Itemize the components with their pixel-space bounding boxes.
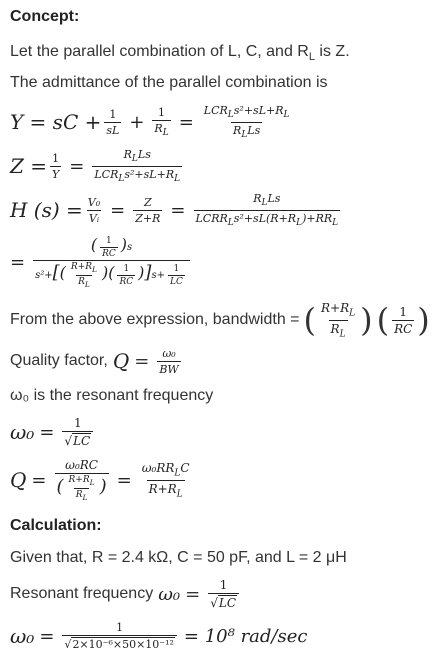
rparen: ) <box>138 263 145 283</box>
num: 1 <box>219 578 228 592</box>
y-lhs: Y = sC + <box>10 110 102 134</box>
t: s²+sL+R <box>233 104 284 118</box>
calculation-heading: Calculation: <box>10 517 102 534</box>
num <box>89 235 134 260</box>
rparen: ) <box>120 235 127 255</box>
frac-z-zr <box>133 196 162 225</box>
frac-1-sL <box>104 108 121 137</box>
t: R+R <box>148 481 177 496</box>
t: Ls <box>247 123 261 137</box>
intro-sub: L <box>308 51 315 64</box>
equals: = <box>39 421 55 443</box>
frac-q-2 <box>140 461 192 499</box>
sqrt: √ LC <box>64 434 91 448</box>
result-value: = 10⁸ rad/sec <box>183 625 308 647</box>
q-formula <box>10 454 195 506</box>
t: L <box>339 328 346 339</box>
equals: = <box>116 469 132 491</box>
num: ω₀RC <box>65 458 98 473</box>
r: R <box>154 121 163 135</box>
n <box>67 475 97 488</box>
lparen: ( <box>59 263 66 283</box>
den <box>152 120 170 138</box>
n: 1 <box>106 236 112 247</box>
r-sub: L <box>162 128 169 139</box>
d <box>76 275 92 289</box>
frac-h-normalized <box>33 235 190 289</box>
num: 1 <box>52 151 60 165</box>
den <box>208 593 239 610</box>
num <box>319 301 357 319</box>
t: )+RR <box>302 211 333 225</box>
num <box>122 148 153 165</box>
t: s²+sL+R <box>124 167 175 181</box>
num: V₀ <box>87 195 101 209</box>
intro-text <box>10 42 350 67</box>
den: BW <box>159 362 179 376</box>
den <box>92 166 182 184</box>
t: L <box>174 468 181 479</box>
t: L <box>118 173 125 184</box>
t: L <box>131 154 138 165</box>
d: LC <box>169 277 183 288</box>
t: L <box>241 129 248 140</box>
transfer-function-normalized <box>10 233 193 291</box>
equals: = <box>10 251 26 273</box>
s: s <box>151 270 157 282</box>
t: R <box>233 123 242 137</box>
omega0-formula <box>10 412 96 452</box>
rad: LC <box>218 596 237 610</box>
q: Q <box>112 349 130 373</box>
h-lhs: H (s) = <box>10 198 83 222</box>
t: Ls <box>137 148 151 162</box>
t: LCR <box>203 104 228 118</box>
quality-factor-line <box>10 346 184 376</box>
w0: ω₀ <box>158 583 181 605</box>
s2: s²+ <box>35 270 53 282</box>
bandwidth-text: From the above expression, bandwidth = <box>10 311 300 328</box>
t: R <box>123 148 132 162</box>
t: R+R <box>70 262 92 273</box>
t: LCRR <box>195 211 228 225</box>
t: L <box>92 265 97 275</box>
num: 1 <box>158 105 166 119</box>
t: L <box>174 173 181 184</box>
bandwidth-line <box>10 298 430 342</box>
frac-1-rc <box>117 264 135 287</box>
num: 1 <box>116 621 124 634</box>
num <box>251 192 282 209</box>
rparen: ) <box>360 301 373 339</box>
frac-q-1 <box>55 458 109 502</box>
frac-h-result <box>194 192 341 227</box>
num <box>202 104 292 121</box>
resonant-text: ω₀ is the resonant frequency <box>10 387 214 404</box>
frac-v0-vi <box>86 196 102 225</box>
den <box>329 320 348 339</box>
frac-r-rl <box>67 475 97 502</box>
lparen: ( <box>90 235 98 255</box>
n: 1 <box>123 264 130 275</box>
given-text: Given that, R = 2.4 kΩ, C = 50 pF, and L = 2 μH <box>10 549 347 566</box>
den: Vᵢ <box>88 211 100 225</box>
t: L <box>283 110 290 121</box>
s: s <box>126 242 133 254</box>
frac-1-RL <box>152 106 170 138</box>
equals: = <box>185 583 201 605</box>
equals: = <box>39 625 55 647</box>
num: 1 <box>399 304 407 319</box>
rparen: ) <box>99 476 107 497</box>
den <box>55 473 109 502</box>
t: R+R <box>320 301 350 316</box>
t: Ls <box>267 192 281 206</box>
frac-1-Y <box>50 152 61 181</box>
t: L <box>261 198 268 209</box>
den: Y <box>52 167 60 181</box>
t: LCR <box>94 167 119 181</box>
lparen: ( <box>56 476 64 497</box>
num: Z <box>144 195 152 209</box>
t: L <box>349 308 356 319</box>
rad: LC <box>73 434 91 448</box>
resonant-frequency-line <box>10 576 242 612</box>
t: R <box>78 277 85 288</box>
final-result-line <box>10 616 307 656</box>
frac-w0-bw <box>157 347 180 376</box>
t: R <box>75 490 83 500</box>
t: L <box>176 488 183 499</box>
t: L <box>84 279 90 289</box>
frac-z-result <box>92 148 182 183</box>
concept-heading: Concept: <box>10 8 80 25</box>
rparen: ) <box>101 263 109 283</box>
den <box>231 122 262 140</box>
num: 1 <box>109 107 117 121</box>
t: L <box>82 492 88 502</box>
rparen: ) <box>417 301 430 339</box>
den: sL <box>106 123 120 137</box>
admittance-equation <box>10 102 295 142</box>
rad: 2×10⁻⁶×50×10⁻¹² <box>72 638 174 651</box>
admittance-text: The admittance of the parallel combination is <box>10 74 328 91</box>
plus: + <box>129 111 145 133</box>
lbracket: [ <box>52 262 60 284</box>
den: s²+[( $\frac{R+R_L}{R_L}$ )( $\frac{1}{RC}$ )]s+ $\frac{1}{LC}$ <box>33 260 190 289</box>
equals: = <box>170 199 186 221</box>
impedance-equation <box>10 146 185 186</box>
t: L <box>227 110 234 121</box>
lparen: ( <box>376 301 390 339</box>
lparen: ( <box>108 263 115 283</box>
sqrt: √ LC <box>210 596 237 610</box>
resonant-freq-text: Resonant frequency <box>10 585 154 602</box>
den <box>147 480 185 499</box>
den <box>62 635 177 651</box>
num <box>140 461 192 479</box>
num: 1 <box>74 416 82 430</box>
equals: = <box>69 155 85 177</box>
equals: = <box>134 350 150 372</box>
quality-text: Quality factor, <box>10 352 108 369</box>
equals: = <box>110 199 126 221</box>
den: RC <box>394 321 413 336</box>
den <box>62 431 93 448</box>
frac-r-rl <box>69 262 99 289</box>
intro-text-main: Let the parallel combination of L, C, and R <box>10 43 309 60</box>
frac-1-rc <box>392 305 414 336</box>
d: RC <box>119 277 134 288</box>
w0: ω₀ <box>10 624 35 648</box>
t: L <box>227 217 234 228</box>
equals: = <box>178 111 194 133</box>
w0: ω₀ <box>10 420 35 444</box>
t: R <box>330 321 340 336</box>
transfer-function-equation <box>10 189 343 231</box>
t: L <box>296 217 303 228</box>
intro-end: is Z. <box>314 43 350 60</box>
t: ω₀RR <box>141 461 175 476</box>
n <box>69 262 99 275</box>
t: C <box>180 461 190 476</box>
t: s²+sL(R+R <box>233 211 297 225</box>
z-lhs: Z = <box>10 154 48 178</box>
frac-value <box>62 621 177 651</box>
rbracket: ] <box>144 262 152 284</box>
num: ω₀ <box>162 346 176 360</box>
q: Q <box>10 468 27 492</box>
t: L <box>89 478 95 487</box>
equals: = <box>31 469 47 491</box>
frac-1-sqrt-lc <box>62 416 93 448</box>
den <box>194 210 341 228</box>
d: RC <box>102 249 116 260</box>
frac-r-rl <box>319 301 357 339</box>
lparen: ( <box>303 301 316 339</box>
t: R+R <box>68 475 90 486</box>
frac-y-result <box>202 104 292 139</box>
sqrt: √ 2×10⁻⁶×50×10⁻¹² <box>64 638 174 651</box>
frac-1-lc <box>168 264 185 287</box>
den: Z+R <box>135 211 161 225</box>
n: 1 <box>173 264 180 275</box>
frac-1-rc <box>100 236 118 259</box>
d <box>74 488 90 502</box>
t: L <box>332 217 339 228</box>
t: R <box>253 192 262 206</box>
frac-1-sqrt-lc <box>208 578 239 610</box>
